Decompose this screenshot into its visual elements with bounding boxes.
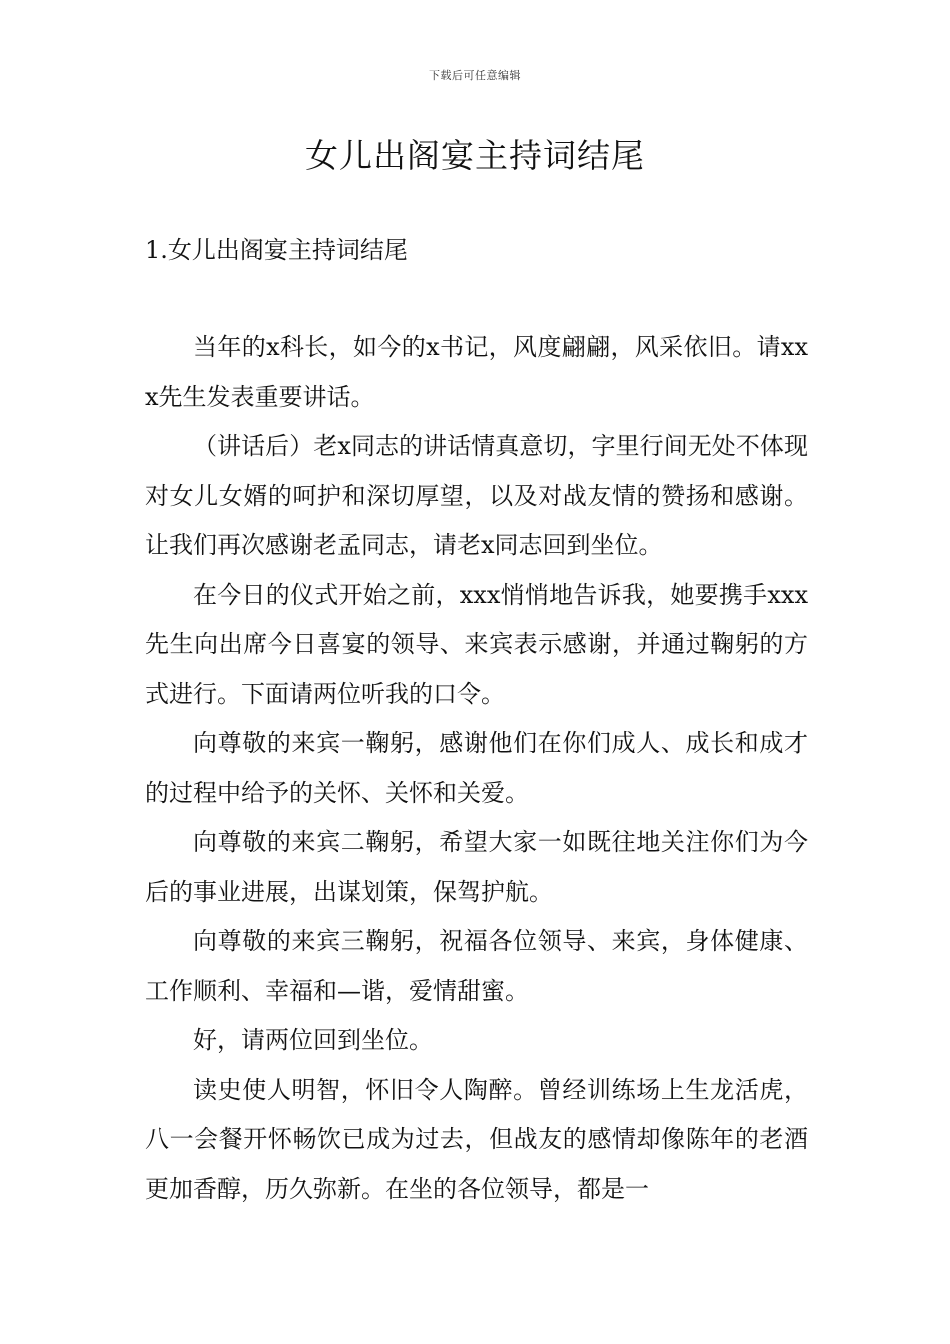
paragraph: 当年的x科长，如今的x书记，风度翩翩，风采依旧。请xxx先生发表重要讲话。: [145, 333, 808, 411]
document-title: 女儿出阁宴主持词结尾: [305, 136, 645, 175]
paragraph: 读史使人明智，怀旧令人陶醉。曾经训练场上生龙活虎，八一会餐开怀畅饮已成为过去，但战友的感情却像陈年的老酒更加香醇，历久弥新。在坐的各位领导，都是一: [145, 1075, 808, 1203]
paragraph: 在今日的仪式开始之前，xxx悄悄地告诉我，她要携手xxx先生向出席今日喜宴的领导、来宾表示感谢，并通过鞠躬的方式进行。下面请两位听我的口令。: [145, 580, 808, 708]
paragraph: 向尊敬的来宾三鞠躬，祝福各位领导、来宾，身体健康、工作顺利、幸福和—谐，爱情甜蜜。: [145, 927, 808, 1005]
paragraph: （讲话后）老x同志的讲话情真意切，字里行间无处不体现对女儿女婿的呵护和深切厚望，以及对战友情的赞扬和感谢。让我们再次感谢老孟同志，请老x同志回到坐位。: [145, 432, 808, 559]
header-note: 下载后可任意编辑: [429, 69, 521, 82]
paragraph: 向尊敬的来宾二鞠躬，希望大家一如既往地关注你们为今后的事业进展，出谋划策，保驾护航。: [145, 828, 808, 906]
section-heading: 1.女儿出阁宴主持词结尾: [145, 236, 408, 264]
paragraph: 向尊敬的来宾一鞠躬，感谢他们在你们成人、成长和成才的过程中给予的关怀、关怀和关爱。: [145, 729, 808, 807]
paragraph: 好，请两位回到坐位。: [193, 1026, 433, 1054]
document-body: [145, 323, 808, 1214]
